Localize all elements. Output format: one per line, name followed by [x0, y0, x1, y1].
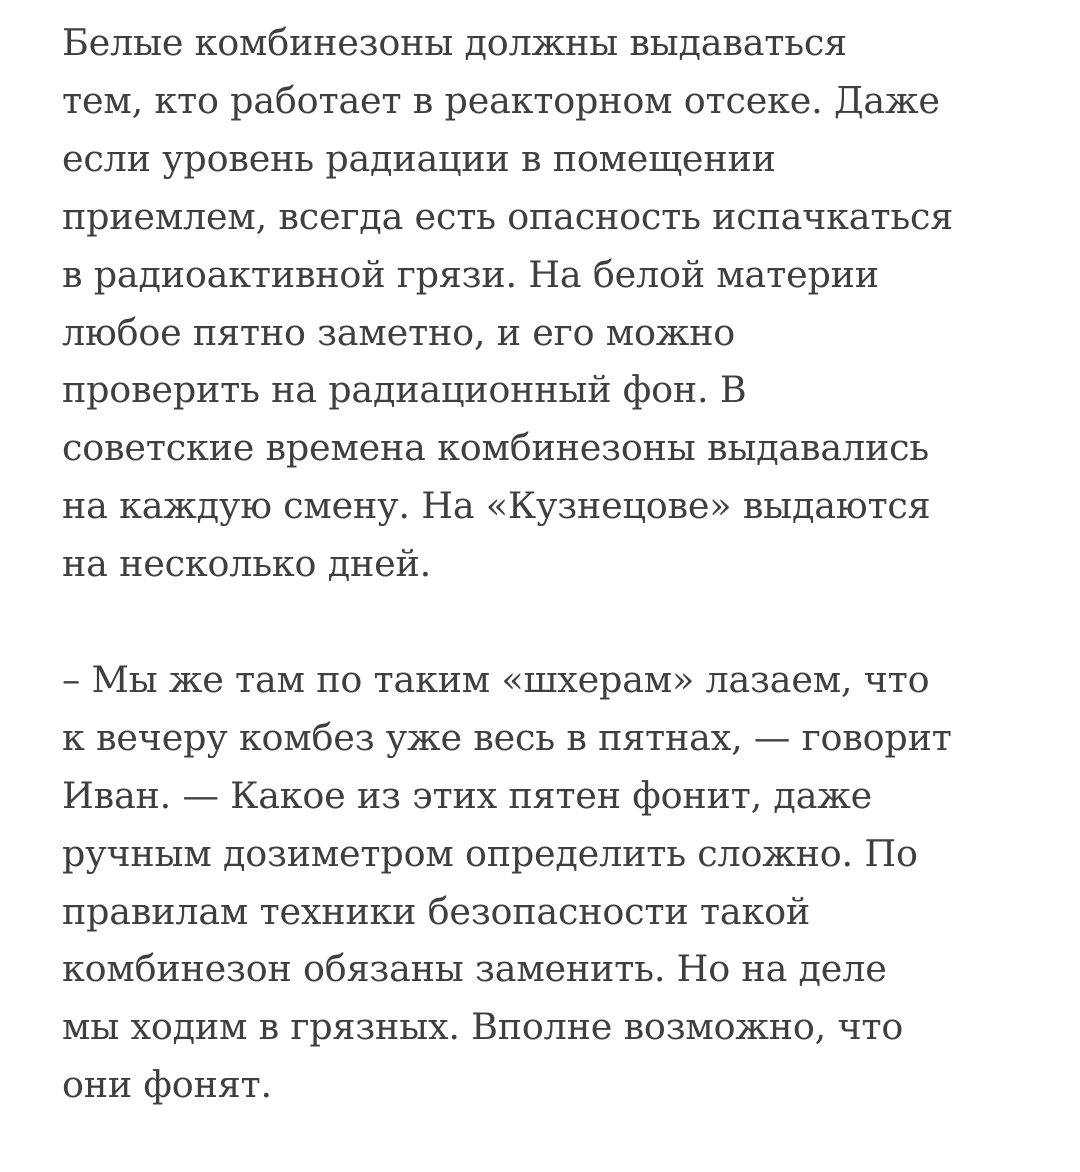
article-paragraph: Белые комбинезоны должны выдаваться тем, кто работает в реакторном отсеке. Даже если уровень радиации в помещении приемлем, всегда есть опасность испачкаться в радиоактивной грязи. На белой материи любое пятно заметно, и его можно проверить на радиационный фон. В советские времена комбинезоны выдавались на каждую смену. На «Кузнецове» выдаются на несколько дней. [62, 21, 954, 586]
article-body [62, 14, 1052, 1114]
article-paragraph: – Мы же там по таким «шхерам» лазаем, что к вечеру комбез уже весь в пятнах, — говорит Иван. — Какое из этих пятен фонит, даже ручным дозиметром определить сложно. По правилам техники безопасности такой комбинезон обязаны заменить. Но на деле мы ходим в грязных. Вполне возможно, что они фонят. [62, 657, 952, 1107]
